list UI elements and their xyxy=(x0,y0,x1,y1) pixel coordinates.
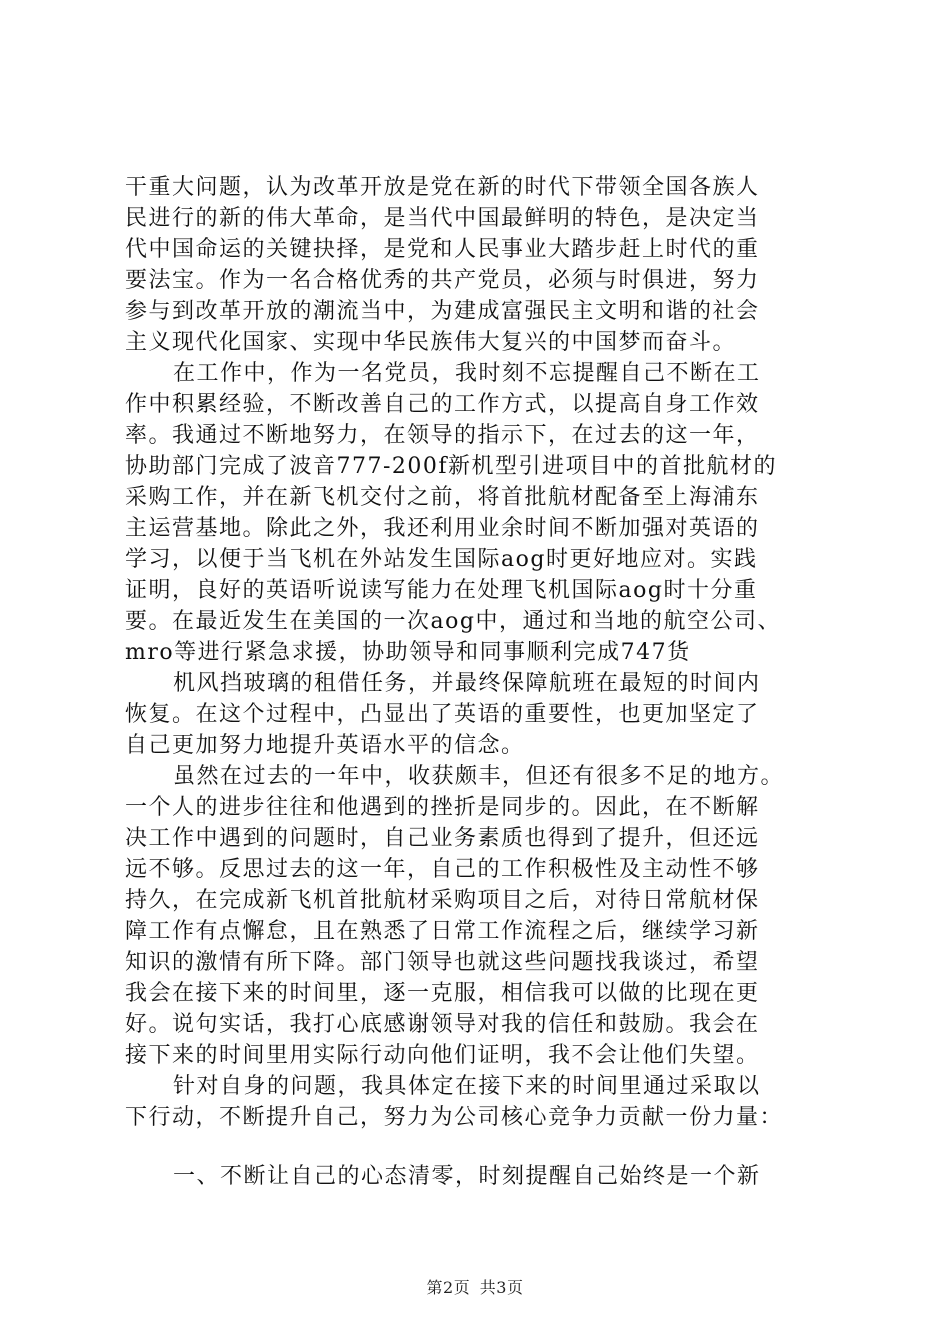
paragraph-start-line: 在工作中，作为一名党员，我时刻不忘提醒自己不断在工 xyxy=(173,361,761,386)
section-heading-line: 一、不断让自己的心态清零，时刻提醒自己始终是一个新 xyxy=(173,1164,761,1189)
document-body xyxy=(125,172,837,1192)
text-line: 下行动，不断提升自己，努力为公司核心竞争力贡献一份力量： xyxy=(125,1105,784,1130)
text-line: 主义现代化国家、实现中华民族伟大复兴的中国梦而奋斗。 xyxy=(125,330,737,355)
text-line: 代中国命运的关键抉择，是党和人民事业大踏步赶上时代的重 xyxy=(125,237,760,262)
text-line: 决工作中遇到的问题时，自己业务素质也得到了提升，但还远 xyxy=(125,826,760,851)
text-line: 持久，在完成新飞机首批航材采购项目之后，对待日常航材保 xyxy=(125,888,760,913)
text-line: 接下来的时间里用实际行动向他们证明，我不会让他们失望。 xyxy=(125,1043,760,1068)
text-line: 远不够。反思过去的这一年，自己的工作积极性及主动性不够 xyxy=(125,857,760,882)
text-line: 率。我通过不断地努力，在领导的指示下，在过去的这一年， xyxy=(125,423,760,448)
text-line: 参与到改革开放的潮流当中，为建成富强民主文明和谐的社会 xyxy=(125,299,760,324)
text-line: 证明，良好的英语听说读写能力在处理飞机国际aog时十分重 xyxy=(125,578,758,603)
page-total: 共3页 xyxy=(479,1278,524,1297)
page-number: 第2页 xyxy=(426,1278,471,1297)
text-line: 障工作有点懈怠，且在熟悉了日常工作流程之后，继续学习新 xyxy=(125,919,760,944)
page-footer xyxy=(0,1275,950,1298)
paragraph-start-line: 机风挡玻璃的租借任务，并最终保障航班在最短的时间内 xyxy=(173,671,761,696)
text-line: 干重大问题，认为改革开放是党在新的时代下带领全国各族人 xyxy=(125,175,760,200)
text-line: 自己更加努力地提升英语水平的信念。 xyxy=(125,733,525,758)
text-line: 一个人的进步往往和他遇到的挫折是同步的。因此，在不断解 xyxy=(125,795,760,820)
text-line: 作中积累经验，不断改善自己的工作方式，以提高自身工作效 xyxy=(125,392,760,417)
text-line: 恢复。在这个过程中，凸显出了英语的重要性，也更加坚定了 xyxy=(125,702,760,727)
paragraph-start-line: 虽然在过去的一年中，收获颇丰，但还有很多不足的地方。 xyxy=(173,764,785,789)
text-line: 要法宝。作为一名合格优秀的共产党员，必须与时俱进，努力 xyxy=(125,268,760,293)
text-line: 知识的激情有所下降。部门领导也就这些问题找我谈过，希望 xyxy=(125,950,760,975)
text-line: 民进行的新的伟大革命，是当代中国最鲜明的特色，是决定当 xyxy=(125,206,760,231)
text-line: 我会在接下来的时间里，逐一克服，相信我可以做的比现在更 xyxy=(125,981,760,1006)
paragraph-start-line: 针对自身的问题，我具体定在接下来的时间里通过采取以 xyxy=(173,1074,761,1099)
text-line: 要。在最近发生在美国的一次aog中，通过和当地的航空公司、 xyxy=(125,609,781,634)
text-line: 主运营基地。除此之外，我还利用业余时间不断加强对英语的 xyxy=(125,516,760,541)
text-line: 协助部门完成了波音777-200f新机型引进项目中的首批航材的 xyxy=(125,454,778,479)
text-line: mro等进行紧急求援，协助领导和同事顺利完成747货 xyxy=(125,640,691,665)
text-line: 采购工作，并在新飞机交付之前，将首批航材配备至上海浦东 xyxy=(125,485,760,510)
text-line: 学习，以便于当飞机在外站发生国际aog时更好地应对。实践 xyxy=(125,547,758,572)
text-line: 好。说句实话，我打心底感谢领导对我的信任和鼓励。我会在 xyxy=(125,1012,760,1037)
